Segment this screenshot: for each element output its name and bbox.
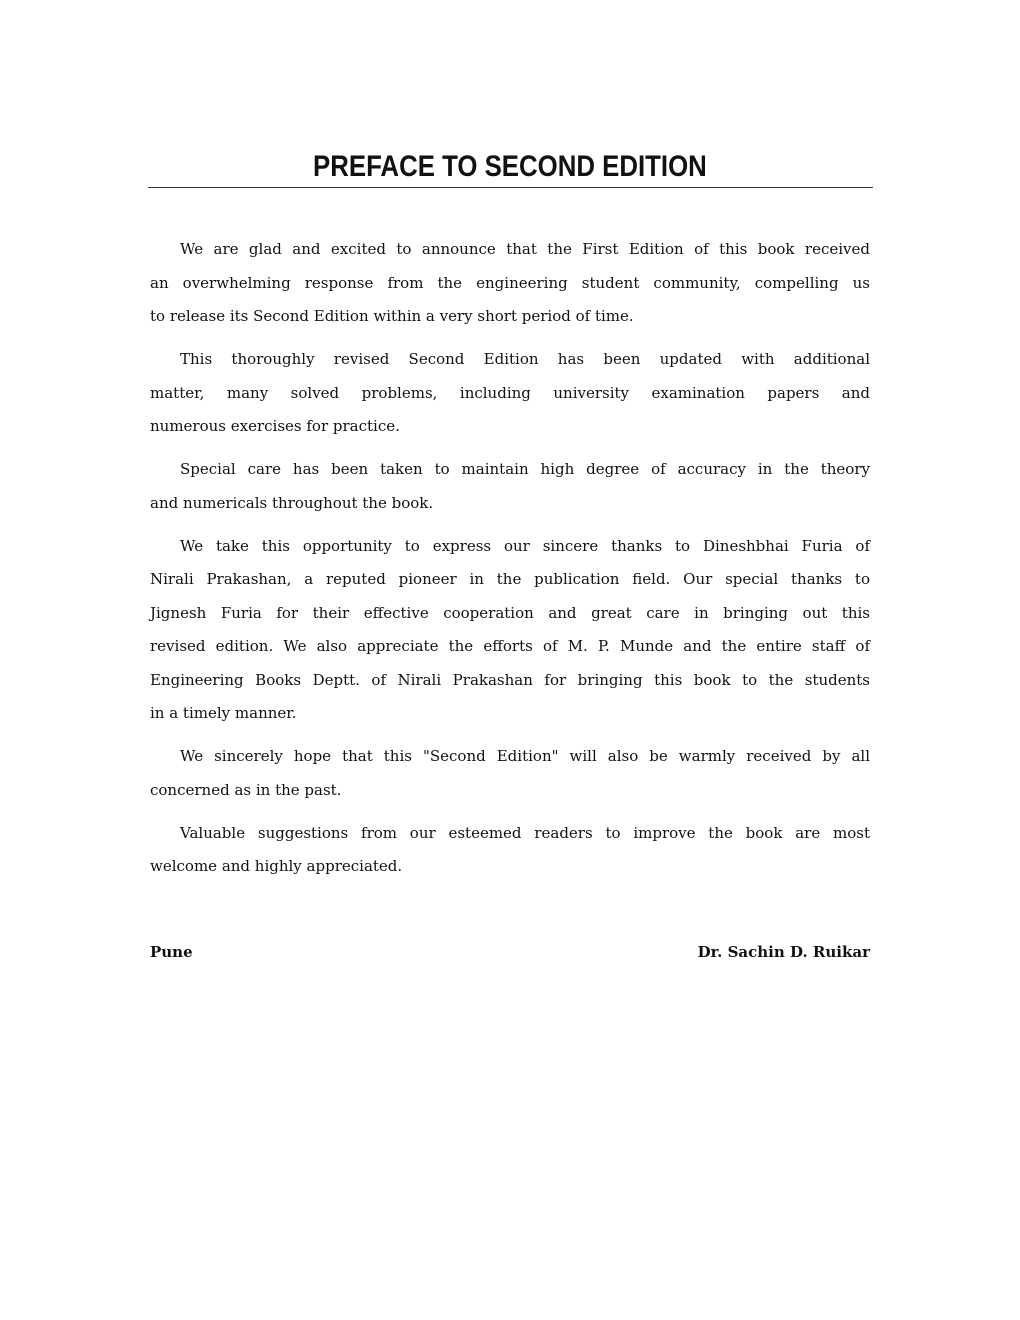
paragraph (150, 346, 870, 447)
text-line: Valuable suggestions from our esteemed readers to improve the book are most (180, 823, 870, 842)
author-name: Dr. Sachin D. Ruikar (697, 943, 870, 961)
text-line: Jignesh Furia for their effective cooperation and great care in bringing out this (150, 603, 870, 622)
text-line: revised edition. We also appreciate the efforts of M. P. Munde and the entire staff of (150, 637, 870, 655)
paragraph (150, 743, 870, 810)
paragraph (150, 533, 870, 734)
paragraph (150, 236, 870, 337)
page-title: PREFACE TO SECOND EDITION (313, 150, 707, 183)
paragraph (150, 820, 870, 887)
text-line: to release its Second Edition within a very short period of time. (150, 307, 634, 325)
text-line: numerous exercises for practice. (150, 417, 400, 435)
text-line: Special care has been taken to maintain high degree of accuracy in the theory (180, 460, 870, 478)
title-rule (148, 187, 873, 188)
signature-footer (150, 943, 870, 961)
place: Pune (150, 943, 193, 961)
text-line: We are glad and excited to announce that the First Edition of this book received (180, 240, 870, 258)
text-line: an overwhelming response from the engineering student community, compelling us (150, 273, 870, 292)
preface-body (150, 236, 870, 896)
paragraph (150, 456, 870, 523)
text-line: Engineering Books Deptt. of Nirali Prakashan for bringing this book to the students (150, 670, 870, 689)
text-line: We take this opportunity to express our sincere thanks to Dineshbhai Furia of (180, 536, 870, 555)
text-line: and numericals throughout the book. (150, 493, 434, 512)
text-line: This thoroughly revised Second Edition has been updated with additional (180, 350, 870, 368)
text-line: in a timely manner. (150, 704, 297, 722)
text-line: welcome and highly appreciated. (150, 857, 403, 875)
text-line: We sincerely hope that this "Second Edition" will also be warmly received by all (180, 747, 870, 765)
text-line: Nirali Prakashan, a reputed pioneer in the publication field. Our special thanks to (150, 570, 870, 588)
text-line: matter, many solved problems, including university examination papers and (150, 383, 870, 402)
text-line: concerned as in the past. (150, 780, 342, 799)
